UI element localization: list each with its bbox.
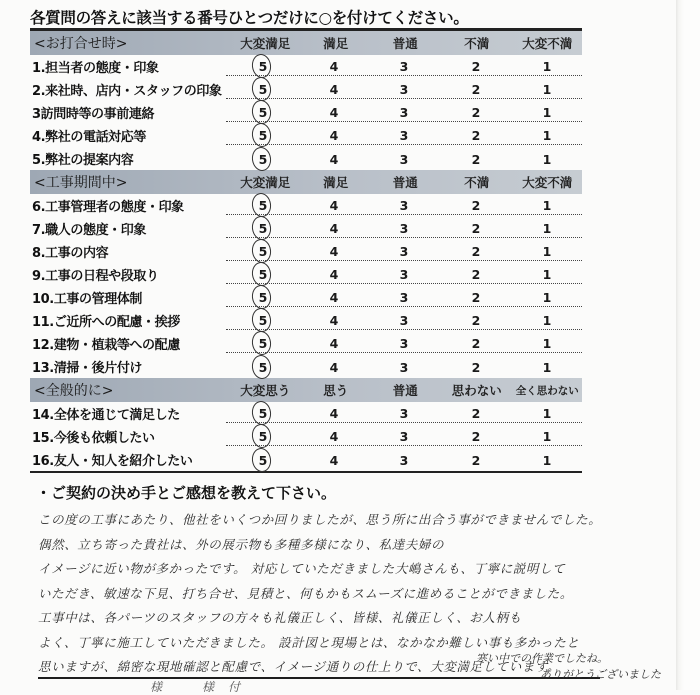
- rating-option[interactable]: 3: [399, 290, 409, 305]
- rating-option[interactable]: 2: [471, 290, 481, 305]
- rating-option-selected[interactable]: 5: [226, 313, 300, 329]
- rating-option[interactable]: 2: [471, 128, 481, 143]
- rating-option[interactable]: 4: [329, 406, 339, 421]
- scale-label: 大変思う: [240, 383, 291, 398]
- rating-option[interactable]: 2: [471, 152, 481, 167]
- rating-option[interactable]: 1: [542, 453, 552, 468]
- rating-options: [226, 263, 582, 284]
- question-row: [30, 448, 582, 471]
- rating-option[interactable]: 1: [542, 244, 552, 259]
- cut-off-text: 様 様付: [150, 680, 255, 694]
- rating-option-selected[interactable]: 5: [226, 453, 300, 469]
- rating-option[interactable]: 2: [471, 453, 481, 468]
- question-row: [30, 124, 582, 147]
- scale-label: 不満: [464, 175, 490, 190]
- question-row: [30, 55, 582, 78]
- scale-label: 大変不満: [522, 36, 573, 51]
- question-label: 13.清掃・後片付け: [32, 361, 143, 376]
- rating-options: [226, 217, 582, 238]
- rating-option[interactable]: 3: [399, 152, 409, 167]
- scale-label: 大変満足: [240, 175, 291, 190]
- survey-table: [30, 28, 582, 473]
- rating-option[interactable]: 2: [471, 244, 481, 259]
- rating-options: [226, 286, 582, 307]
- question-label: 3訪問時等の事前連絡: [32, 107, 155, 122]
- rating-option[interactable]: 2: [471, 267, 481, 282]
- question-label: 10.工事の管理体制: [32, 292, 143, 307]
- question-row: [30, 78, 582, 101]
- comment-line: いただき、敏速な下見、打ち合せ、見積と、何もかもスムーズに進めることができました。: [38, 585, 573, 601]
- rating-options: [226, 55, 582, 76]
- section-title: <全般的に>: [34, 383, 114, 399]
- rating-option[interactable]: 3: [399, 59, 409, 74]
- rating-option[interactable]: 2: [471, 59, 481, 74]
- question-label: 7.職人の態度・印象: [32, 223, 146, 238]
- rating-option[interactable]: 3: [399, 267, 409, 282]
- instruction-heading: 各質問の答えに該当する番号ひとつだけに○を付けてください。: [30, 9, 469, 27]
- section-header: [30, 31, 582, 55]
- rating-option[interactable]: 2: [471, 336, 481, 351]
- rating-option[interactable]: 4: [329, 198, 339, 213]
- rating-option[interactable]: 4: [329, 221, 339, 236]
- question-label: 6.工事管理者の態度・印象: [32, 200, 184, 215]
- rating-option[interactable]: 2: [471, 429, 481, 444]
- rating-option[interactable]: 2: [471, 360, 481, 375]
- rating-option-selected[interactable]: 5: [226, 82, 300, 98]
- rating-option[interactable]: 1: [542, 105, 552, 120]
- rating-option-selected[interactable]: 5: [226, 198, 300, 214]
- question-label: 9.工事の日程や段取り: [32, 269, 159, 284]
- rating-option[interactable]: 4: [329, 128, 339, 143]
- rating-option[interactable]: 1: [542, 267, 552, 282]
- rating-option[interactable]: 1: [542, 128, 552, 143]
- scale-label: 大変不満: [522, 175, 573, 190]
- rating-options: [226, 124, 582, 145]
- rating-option-selected[interactable]: 5: [226, 128, 300, 144]
- rating-option-selected[interactable]: 5: [226, 221, 300, 237]
- rating-options: [226, 356, 582, 376]
- rating-option[interactable]: 2: [471, 406, 481, 421]
- question-row: [30, 355, 582, 378]
- question-row: [30, 425, 582, 448]
- question-row: [30, 101, 582, 124]
- rating-option-selected[interactable]: 5: [226, 429, 300, 445]
- rating-option[interactable]: 4: [329, 267, 339, 282]
- rating-option[interactable]: 3: [399, 198, 409, 213]
- comment-section-title: ・ご契約の決め手とご感想を教えて下さい。: [36, 484, 337, 502]
- rating-option[interactable]: 3: [399, 82, 409, 97]
- comment-line: この度の工事にあたり、他社をいくつか回りましたが、思う所に出合う事ができませんでした。: [38, 512, 602, 527]
- rating-options: [226, 78, 582, 99]
- side-note: ありがとうございました: [540, 668, 661, 681]
- question-row: [30, 194, 582, 217]
- section-title: <お打合せ時>: [34, 36, 128, 52]
- rating-option[interactable]: 4: [329, 244, 339, 259]
- scale-label: 大変満足: [240, 36, 291, 51]
- rating-option[interactable]: 1: [542, 429, 552, 444]
- question-row: [30, 286, 582, 309]
- comment-line: よく、丁寧に施工していただきました。 設計図と現場とは、なかなか難しい事も多かったと: [38, 634, 580, 650]
- rating-option[interactable]: 1: [542, 198, 552, 213]
- rating-option[interactable]: 4: [329, 59, 339, 74]
- question-row: [30, 263, 582, 286]
- rating-option[interactable]: 1: [542, 360, 552, 375]
- rating-option[interactable]: 3: [399, 105, 409, 120]
- rating-option[interactable]: 4: [329, 336, 339, 351]
- rating-option[interactable]: 4: [329, 360, 339, 375]
- rating-option[interactable]: 3: [399, 360, 409, 375]
- rating-option[interactable]: 3: [399, 244, 409, 259]
- rating-option[interactable]: 2: [471, 221, 481, 236]
- rating-option-selected[interactable]: 5: [226, 267, 300, 283]
- scale-label: 思う: [323, 383, 349, 398]
- question-label: 15.今後も依頼したい: [32, 431, 155, 446]
- rating-option[interactable]: 2: [471, 82, 481, 97]
- rating-option[interactable]: 4: [329, 105, 339, 120]
- rating-options: [226, 309, 582, 330]
- rating-option-selected[interactable]: 5: [226, 152, 300, 168]
- rating-option[interactable]: 2: [471, 105, 481, 120]
- rating-option-selected[interactable]: 5: [226, 59, 300, 75]
- question-label: 4.弊社の電話対応等: [32, 130, 146, 145]
- question-label: 2.来社時、店内・スタッフの印象: [32, 84, 222, 99]
- rating-options: [226, 101, 582, 122]
- rating-option-selected[interactable]: 5: [226, 360, 300, 376]
- rating-option-selected[interactable]: 5: [226, 244, 300, 260]
- side-note: 寒い中での作業でしたね。: [476, 652, 608, 665]
- rating-option[interactable]: 2: [471, 198, 481, 213]
- rating-option[interactable]: 3: [399, 313, 409, 328]
- rating-option[interactable]: 4: [329, 152, 339, 167]
- rating-option[interactable]: 1: [542, 152, 552, 167]
- comment-line: イメージに近い物が多かったです。 対応していただきました大嶋さんも、丁寧に説明して: [38, 561, 566, 576]
- rating-option-selected[interactable]: 5: [226, 290, 300, 306]
- scale-label: 満足: [323, 175, 349, 190]
- rating-options: [226, 240, 582, 261]
- rating-option[interactable]: 1: [542, 313, 552, 328]
- rating-option[interactable]: 4: [329, 290, 339, 305]
- scale-label: 全く思わない: [515, 384, 579, 397]
- rating-option[interactable]: 1: [542, 290, 552, 305]
- rating-option-selected[interactable]: 5: [226, 105, 300, 121]
- rating-option[interactable]: 4: [329, 82, 339, 97]
- question-row: [30, 402, 582, 425]
- section-title: <工事期間中>: [34, 175, 128, 191]
- rating-option[interactable]: 4: [329, 429, 339, 444]
- scale-label: 不満: [464, 36, 490, 51]
- rating-option[interactable]: 4: [329, 453, 339, 468]
- rating-option[interactable]: 1: [542, 82, 552, 97]
- scale-label: 普通: [392, 383, 418, 398]
- question-row: [30, 332, 582, 355]
- rating-options: [226, 148, 582, 168]
- question-label: 12.建物・植栽等への配慮: [32, 338, 180, 353]
- scale-label: 満足: [323, 36, 349, 51]
- question-row: [30, 309, 582, 332]
- question-label: 16.友人・知人を紹介したい: [32, 454, 193, 469]
- question-label: 5.弊社の提案内容: [32, 153, 134, 168]
- rating-option[interactable]: 3: [399, 453, 409, 468]
- question-row: [30, 240, 582, 263]
- rating-option-selected[interactable]: 5: [226, 336, 300, 352]
- scale-label: 普通: [392, 175, 418, 190]
- rating-option[interactable]: 1: [542, 59, 552, 74]
- rating-options: [226, 425, 582, 446]
- rating-option[interactable]: 2: [471, 313, 481, 328]
- scale-label: 思わない: [451, 383, 502, 398]
- rating-option[interactable]: 3: [399, 336, 409, 351]
- section-header: [30, 378, 582, 402]
- rating-option-selected[interactable]: 5: [226, 406, 300, 422]
- rating-options: [226, 402, 582, 423]
- question-row: [30, 217, 582, 240]
- rating-options: [226, 449, 582, 469]
- question-label: 8.工事の内容: [32, 246, 109, 261]
- rating-options: [226, 194, 582, 215]
- section-header: [30, 170, 582, 194]
- question-label: 1.担当者の態度・印象: [32, 61, 159, 76]
- rating-option[interactable]: 1: [542, 221, 552, 236]
- rating-option[interactable]: 3: [399, 429, 409, 444]
- rating-option[interactable]: 3: [399, 221, 409, 236]
- question-row: [30, 147, 582, 170]
- comment-line: 思いますが、綿密な現地確認と配慮で、イメージ通りの仕上りで、大変満足しています。: [38, 657, 600, 679]
- rating-option[interactable]: 1: [542, 406, 552, 421]
- comment-line: 偶然、立ち寄った貴社は、外の展示物も多種多様になり、私達夫婦の: [38, 536, 445, 552]
- rating-options: [226, 332, 582, 353]
- rating-option[interactable]: 3: [399, 406, 409, 421]
- paper-edge: [676, 0, 700, 690]
- question-label: 14.全体を通じて満足した: [32, 408, 180, 423]
- rating-option[interactable]: 3: [399, 128, 409, 143]
- divider: [30, 471, 582, 473]
- scale-label: 普通: [392, 36, 418, 51]
- question-label: 11.ご近所への配慮・挨拶: [32, 315, 180, 330]
- rating-option[interactable]: 4: [329, 313, 339, 328]
- rating-option[interactable]: 1: [542, 336, 552, 351]
- comment-line: 工事中は、各パーツのスタッフの方々も礼儀正しく、皆様、礼儀正しく、お人柄も: [38, 610, 522, 625]
